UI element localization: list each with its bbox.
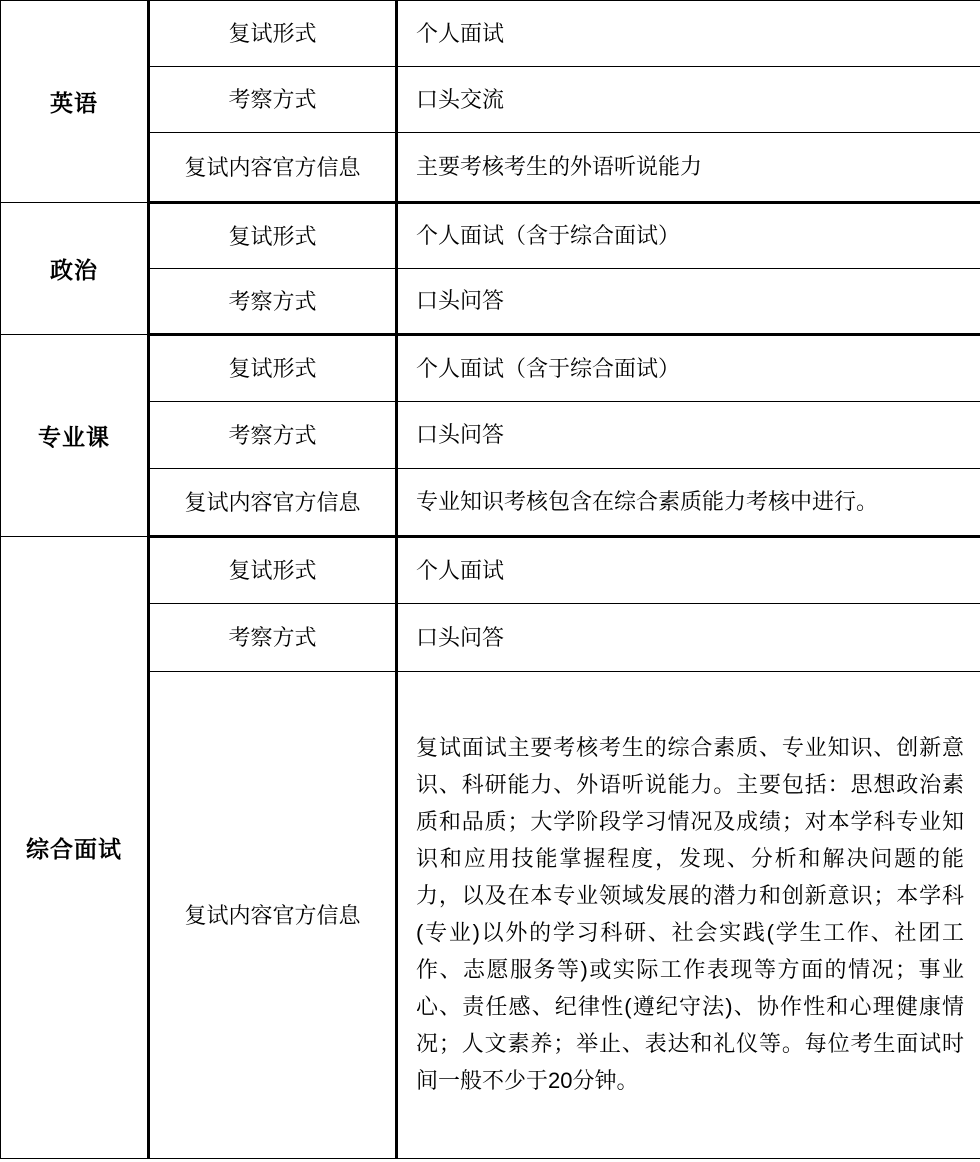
detail-value: 个人面试（含于综合面试） <box>397 335 980 402</box>
detail-value: 口头问答 <box>397 604 980 672</box>
subject-label-politics: 政治 <box>1 203 149 335</box>
table-row <box>1 1 980 67</box>
aspect-label: 考察方式 <box>149 604 397 672</box>
aspect-label: 考察方式 <box>149 269 397 335</box>
subject-label-english: 英语 <box>1 1 149 203</box>
subject-label-major-course: 专业课 <box>1 335 149 537</box>
table-row <box>1 335 980 402</box>
detail-value: 个人面试（含于综合面试） <box>397 203 980 269</box>
detail-value-paragraph: 复试面试主要考核考生的综合素质、专业知识、创新意识、科研能力、外语听说能力。主要包括：思想政治素质和品质；大学阶段学习情况及成绩；对本学科专业知识和应用技能掌握程度，发现、分析和解决问题的能力，以及在本专业领域发展的潜力和创新意识；本学科(专业)以外的学习科研、社会实践(学生工作、社团工作、志愿服务等)或实际工作表现等方面的情况；事业心、责任感、纪律性(遵纪守法)、协作性和心理健康情况；人文素养；举止、表达和礼仪等。每位考生面试时间一般不少于20分钟。 <box>397 672 980 1159</box>
detail-value: 主要考核考生的外语听说能力 <box>397 133 980 203</box>
detail-value: 口头交流 <box>397 67 980 133</box>
aspect-label: 复试内容官方信息 <box>149 469 397 537</box>
aspect-label: 复试形式 <box>149 335 397 402</box>
aspect-label: 复试内容官方信息 <box>149 672 397 1159</box>
aspect-label: 复试内容官方信息 <box>149 133 397 203</box>
aspect-label: 考察方式 <box>149 67 397 133</box>
table-row <box>1 203 980 269</box>
table-row <box>1 537 980 604</box>
detail-value: 个人面试 <box>397 537 980 604</box>
detail-value: 专业知识考核包含在综合素质能力考核中进行。 <box>397 469 980 537</box>
aspect-label: 复试形式 <box>149 1 397 67</box>
detail-value: 口头问答 <box>397 402 980 469</box>
detail-value: 口头问答 <box>397 269 980 335</box>
aspect-label: 考察方式 <box>149 402 397 469</box>
aspect-label: 复试形式 <box>149 537 397 604</box>
subject-label-comprehensive-interview: 综合面试 <box>1 537 149 1159</box>
detail-value: 个人面试 <box>397 1 980 67</box>
aspect-label: 复试形式 <box>149 203 397 269</box>
